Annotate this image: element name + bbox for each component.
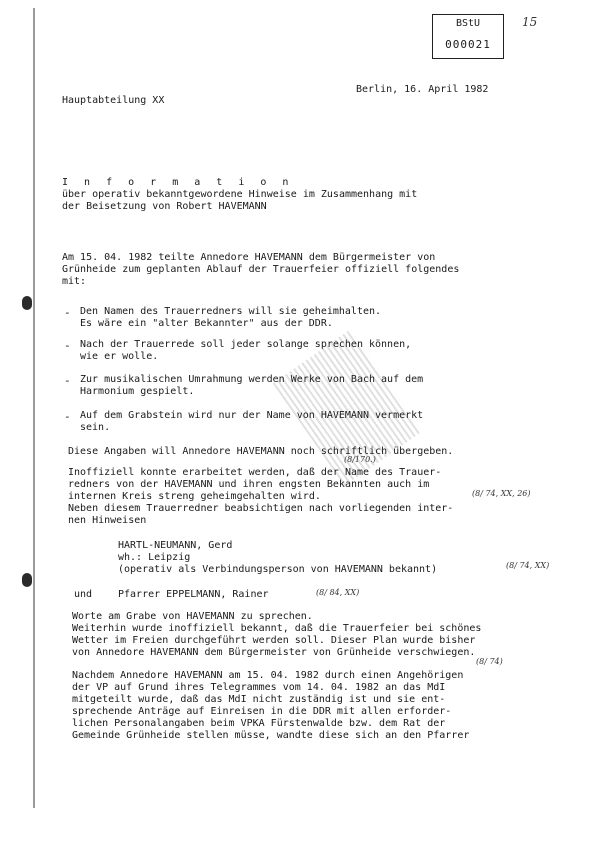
paragraph-line: Neben diesem Trauerredner beabsichtigen nach vorliegenden inter- [68, 503, 454, 514]
paragraph-line: internen Kreis streng geheimgehalten wird. [68, 491, 321, 502]
handwritten-annotation: (8/ 74, XX) [506, 561, 550, 570]
bullet-line: Harmonium gespielt. [80, 386, 195, 397]
bullet-line: Es wäre ein "alter Bekannter" aus der DDR. [80, 318, 333, 329]
punch-hole-top [22, 296, 32, 310]
paragraph-line: Worte am Grabe von HAVEMANN zu sprechen. [72, 611, 313, 622]
archive-stamp [432, 14, 504, 59]
paragraph-line: lichen Personalangaben beim VPKA Fürstenwalde bzw. dem Rat der [72, 718, 446, 729]
paragraph-line: Nachdem Annedore HAVEMANN am 15. 04. 1982 durch einen Angehörigen [72, 670, 464, 681]
person-name: HARTL-NEUMANN, Gerd [118, 540, 233, 551]
paragraph-line: von Annedore HAVEMANN dem Bürgermeister von Grünheide verschwiegen. [72, 647, 476, 658]
intro-line: Am 15. 04. 1982 teilte Annedore HAVEMANN dem Bürgermeister von [62, 252, 436, 263]
paragraph-line: Wetter im Freien durchgeführt werden soll. Dieser Plan wurde bisher [72, 635, 476, 646]
person-name: Pfarrer EPPELMANN, Rainer [118, 589, 269, 600]
subject-line-1: über operativ bekanntgewordene Hinweise im Zusammenhang mit [62, 189, 418, 200]
person-role: (operativ als Verbindungsperson von HAVEMANN bekannt) [118, 564, 438, 575]
paragraph-line: mitgeteilt wurde, daß das MdI nicht zuständig ist und sie ent- [72, 694, 446, 705]
department: Hauptabteilung XX [62, 95, 165, 106]
handwritten-annotation: (8/170.) [344, 455, 376, 464]
conjunction: und [74, 589, 93, 600]
bullet-line: sein. [80, 422, 111, 433]
place-date: Berlin, 16. April 1982 [356, 84, 489, 95]
bullet-line: Auf dem Grabstein wird nur der Name von HAVEMANN vermerkt [80, 410, 424, 421]
stamp-number: 000021 [445, 38, 491, 51]
bullet-marker: - [64, 410, 71, 423]
bullet-line: Den Namen des Trauerredners will sie geheimhalten. [80, 306, 382, 317]
stamp-archive: BStU [455, 18, 481, 29]
bullet-line: Zur musikalischen Umrahmung werden Werke von Bach auf dem [80, 374, 424, 385]
handwritten-annotation: (8/ 74, XX, 26) [472, 489, 531, 498]
document-heading: I n f o r m a t i o n [62, 177, 294, 188]
paragraph-line: sprechende Anträge auf Einreisen in die DDR mit allen erforder- [72, 706, 452, 717]
paragraph-line: Inoffiziell konnte erarbeitet werden, daß der Name des Trauer- [68, 467, 442, 478]
paragraph-line: Gemeinde Grünheide stellen müsse, wandte diese sich an den Pfarrer [72, 730, 470, 741]
subject-line-2: der Beisetzung von Robert HAVEMANN [62, 201, 267, 212]
page-edge-line [33, 8, 35, 808]
bullet-line: wie er wolle. [80, 351, 159, 362]
punch-hole-bottom [22, 573, 32, 587]
written-statement: Diese Angaben will Annedore HAVEMANN noch schriftlich übergeben. [68, 446, 454, 457]
handwritten-annotation: (8/ 74) [476, 657, 503, 666]
paragraph-line: nen Hinweisen [68, 515, 147, 526]
person-address: wh.: Leipzig [118, 552, 191, 563]
intro-line: Grünheide zum geplanten Ablauf der Trauerfeier offiziell folgendes [62, 264, 460, 275]
handwritten-annotation: (8/ 84, XX) [316, 588, 360, 597]
intro-line: mit: [62, 276, 87, 287]
paragraph-line: der VP auf Grund ihres Telegrammes vom 14. 04. 1982 an das MdI [72, 682, 446, 693]
bullet-marker: - [64, 374, 71, 387]
bullet-marker: - [64, 339, 71, 352]
handwritten-page-number: 15 [522, 15, 538, 29]
bullet-marker: - [64, 306, 71, 319]
paragraph-line: redners von der HAVEMANN und ihren engsten Bekannten auch im [68, 479, 430, 490]
bullet-line: Nach der Trauerrede soll jeder solange sprechen können, [80, 339, 412, 350]
paragraph-line: Weiterhin wurde inoffiziell bekannt, daß die Trauerfeier bei schönes [72, 623, 482, 634]
